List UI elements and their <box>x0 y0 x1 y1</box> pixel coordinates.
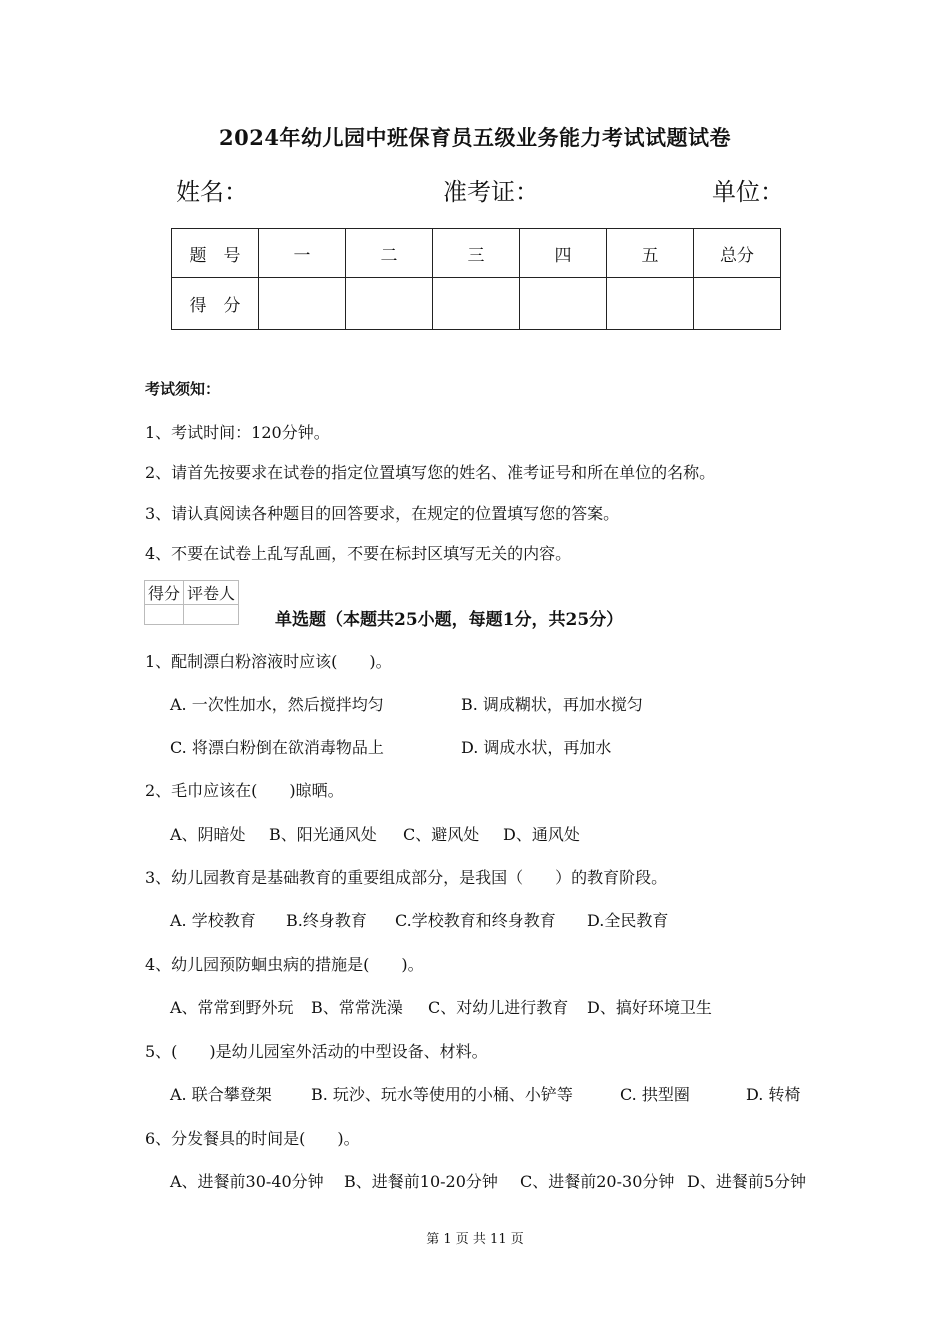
page-footer: 第 1 页 共 11 页 <box>426 1232 524 1247</box>
notice-item: 4、不要在试卷上乱写乱画，不要在标封区填写无关的内容。 <box>145 544 572 563</box>
score-table-score-row <box>172 278 781 330</box>
section-title: 单选题（本题共25小题，每题1分，共25分） <box>275 610 624 630</box>
grader-score-label: 得分 <box>145 581 184 605</box>
option[interactable]: C、对幼儿进行教育 <box>428 998 569 1017</box>
option[interactable]: A. 联合攀登架 <box>170 1085 272 1104</box>
unit-label: 单位： <box>712 178 784 206</box>
option[interactable]: C. 拱型圈 <box>620 1085 690 1104</box>
score-table-header-row <box>172 229 781 278</box>
option[interactable]: D. 调成水状，再加水 <box>461 738 612 757</box>
header-cell-2: 二 <box>346 229 433 278</box>
option[interactable]: D、进餐前5分钟 <box>687 1172 807 1191</box>
exam-id-label: 准考证： <box>443 178 539 206</box>
score-cell-2[interactable] <box>346 278 433 330</box>
option[interactable]: B、常常洗澡 <box>311 998 403 1017</box>
header-cell-label: 题 号 <box>172 229 259 278</box>
notice-item: 1、考试时间：120分钟。 <box>145 423 330 442</box>
question-stem: 1、配制漂白粉溶液时应该( )。 <box>145 652 392 671</box>
option[interactable]: C. 将漂白粉倒在欲消毒物品上 <box>170 738 384 757</box>
option[interactable]: C.学校教育和终身教育 <box>395 911 556 930</box>
option[interactable]: B.终身教育 <box>286 911 367 930</box>
option[interactable]: A、阴暗处 <box>170 825 246 844</box>
header-cell-total: 总分 <box>694 229 781 278</box>
score-cell-3[interactable] <box>433 278 520 330</box>
option[interactable]: B、进餐前10-20分钟 <box>344 1172 498 1191</box>
question-stem: 5、( )是幼儿园室外活动的中型设备、材料。 <box>145 1042 488 1061</box>
score-cell-5[interactable] <box>607 278 694 330</box>
question-stem: 2、毛巾应该在( )晾晒。 <box>145 781 344 800</box>
score-table <box>171 228 781 330</box>
option[interactable]: B. 调成糊状，再加水搅匀 <box>461 695 643 714</box>
question-stem: 6、分发餐具的时间是( )。 <box>145 1129 360 1148</box>
option[interactable]: D、通风处 <box>503 825 580 844</box>
grader-reviewer-label: 评卷人 <box>184 581 239 605</box>
option[interactable]: D.全民教育 <box>587 911 669 930</box>
header-cell-5: 五 <box>607 229 694 278</box>
score-cell-4[interactable] <box>520 278 607 330</box>
score-cell-total[interactable] <box>694 278 781 330</box>
option[interactable]: D、搞好环境卫生 <box>587 998 712 1017</box>
option[interactable]: D. 转椅 <box>746 1085 801 1104</box>
header-cell-4: 四 <box>520 229 607 278</box>
notice-item: 3、请认真阅读各种题目的回答要求，在规定的位置填写您的答案。 <box>145 504 620 523</box>
header-cell-1: 一 <box>259 229 346 278</box>
grader-reviewer-cell[interactable] <box>184 605 239 625</box>
question-stem: 3、幼儿园教育是基础教育的重要组成部分，是我国（ ）的教育阶段。 <box>145 868 668 887</box>
score-row-label: 得 分 <box>172 278 259 330</box>
option[interactable]: B、阳光通风处 <box>269 825 377 844</box>
notice-item: 2、请首先按要求在试卷的指定位置填写您的姓名、准考证号和所在单位的名称。 <box>145 463 716 482</box>
option[interactable]: C、避风处 <box>403 825 480 844</box>
page-title: 2024年幼儿园中班保育员五级业务能力考试试题试卷 <box>219 125 731 150</box>
option[interactable]: A. 一次性加水，然后搅拌均匀 <box>170 695 384 714</box>
option[interactable]: A、进餐前30-40分钟 <box>170 1172 324 1191</box>
notice-heading: 考试须知： <box>145 380 221 398</box>
grader-box <box>144 580 239 625</box>
option[interactable]: B. 玩沙、玩水等使用的小桶、小铲等 <box>311 1085 573 1104</box>
name-label: 姓名： <box>176 178 248 206</box>
option[interactable]: C、进餐前20-30分钟 <box>520 1172 675 1191</box>
option[interactable]: A、常常到野外玩 <box>170 998 294 1017</box>
score-cell-1[interactable] <box>259 278 346 330</box>
option[interactable]: A. 学校教育 <box>170 911 256 930</box>
question-stem: 4、幼儿园预防蛔虫病的措施是( )。 <box>145 955 424 974</box>
header-cell-3: 三 <box>433 229 520 278</box>
grader-score-cell[interactable] <box>145 605 184 625</box>
